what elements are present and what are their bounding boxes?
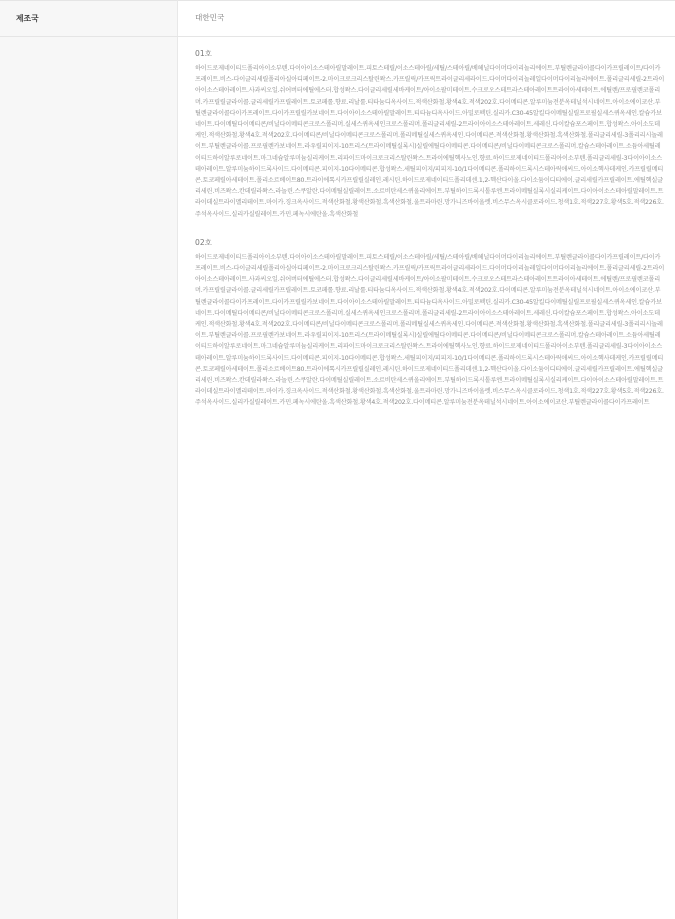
manufacturing-country-value: 대한민국 <box>195 1 665 23</box>
manufacturing-country-label: 제조국 <box>1 2 176 24</box>
value-cell <box>178 1 675 37</box>
ingredients-row <box>0 37 675 919</box>
ingredients-value-cell <box>178 37 675 919</box>
label-cell <box>0 1 178 37</box>
manufacturing-country-row <box>0 1 675 37</box>
shade-title: 01호 <box>195 49 665 59</box>
ingredients-label-cell <box>0 37 178 919</box>
ingredient-list-text: 하이드로제네이티드폴리아이소부텐.다이아이소스테아릴말레이트.피토스테릴/이소스테아릴/세틸/스테아릴/베헤닐다이머다이리놀리에이트.부틸렌글라이콜다이카프릴레이트/다이카프레이트.비스-다이글리세릴폴리아실아디페이트-2.마이크로크리스탈린왁스.카프릴릭/카프릭트라이글리세라이드.다이머다이리놀레일다이머다이리놀리에이트.폴리글리세릴-2트라이아이소스테아레이트.사과씨오일.쉬어버터에틸에스터.합성왁스.다이글리세릴세바케이트/아이소팔미테이트.수크로오스테트라스테아레이트트라이아세테이트.에틸렌/프로필렌코폴리머.카프릴릴글라이콜.글리세릴카프릴레이트.토코페롤.향료.리날룰.티타늄디옥사이드.적색산화철.황색4호.적색202호.다이메티콘.알루미늄전분옥테닐석시네이트.아이소에이코산.부틸렌글라이콜다이카프레이트.다이카프릴릴카보네이트.다이아이소스테아릴말레이트.티타늄디옥사이드.아밀로펙틴.실리카.C30-45알킬다이메틸실릴프로필실세스퀴옥세인.칼슘카보네이트.다이메틸다이메티콘/비닐다이메티콘크로스폴리머.실세스퀴옥세인크로스폴리머.폴리글리세릴-2트라이아이소스테아레이트.세레신.다이칼슘포스페이트.합성왁스.아이소도데케인.적색산화철.황색4호.적색202호.다이메티콘/비닐다이메티콘크로스폴리머.폴리메틸실세스퀴옥세인.다이메티콘.적색산화철.황색산화철.흑색산화철.폴리글리세릴-3폴리리시놀레이트.부틸렌글라이콜.프로필렌카보네이트.라우릴피이지-10트리스(트라이메틸실록시)실릴에틸다이메티콘.다이메티콘/비닐다이메티콘크로스폴리머.칼슘스테아레이트.소듐아세틸레이티드하이알루로네이트.마그네슘알루미늄실리케이트.리파이드마이크로크리스탈린왁스.트라이에틸헥사노인.향료.하이드로제네이티드폴리아이소부텐.폴리글리세릴-3다이아이소스테아레이트.알루미늄하이드록사이드.다이메티콘.피이지-10다이메티콘.합성왁스.세틸피이지/피피지-10/1다이메티콘.폴리하이드록시스테아릭애씨드.아이소헥사데케인.카프릴릴메티콘.토코페릴아세테이트.폴리소르베이트80.트라이에톡시카프릴릴실레인.레시틴.하이드로제네이티드폴리데센.1,2-헥산다이올.다이소듐이디티에이.글리세릴카프릴레이트.에틸헥실글리세린.비즈왁스.칸데릴라왁스.라놀린.스쿠알란.다이메틸실릴레이트.소르비탄세스퀴올리에이트.부틸하이드록시톨루엔.트라이메틸실록시실리케이트.다이아이소스테아릴말레이트.트라이데실트라이멜리테이트.마이카.징크옥사이드.적색산화철.황색산화철.흑색산화철.울트라마린.망가니즈바이올렛.비스무스옥시클로라이드.청색1호.적색227호.황색5호.적색226호.주석옥사이드.실리카실릴레이트.카민.페녹시에탄올.흑색산화철 <box>195 63 665 220</box>
ingredient-section-01 <box>195 37 665 220</box>
shade-title: 02호 <box>195 238 665 248</box>
ingredient-section-02 <box>195 220 665 409</box>
ingredient-list-text: 하이드로제네이티드폴리아이소부텐.다이아이소스테아릴말레이트.피토스테릴/이소스테아릴/세틸/스테아릴/베헤닐다이머다이리놀리에이트.부틸렌글라이콜다이카프릴레이트/다이카프레이트.비스-다이글리세릴폴리아실아디페이트-2.마이크로크리스탈린왁스.카프릴릭/카프릭트라이글리세라이드.다이머다이리놀레일다이머다이리놀리에이트.폴리글리세릴-2트라이아이소스테아레이트.사과씨오일.쉬어버터에틸에스터.합성왁스.다이글리세릴세바케이트/아이소팔미테이트.수크로오스테트라스테아레이트트라이아세테이트.에틸렌/프로필렌코폴리머.카프릴릴글라이콜.글리세릴카프릴레이트.토코페롤.향료.리날룰.티타늄디옥사이드.적색산화철.황색4호.적색202호.다이메티콘.알루미늄전분옥테닐석시네이트.아이소에이코산.부틸렌글라이콜다이카프레이트.다이카프릴릴카보네이트.다이아이소스테아릴말레이트.티타늄디옥사이드.아밀로펙틴.실리카.C30-45알킬다이메틸실릴프로필실세스퀴옥세인.칼슘카보네이트.다이메틸다이메티콘/비닐다이메티콘크로스폴리머.실세스퀴옥세인크로스폴리머.폴리글리세릴-2트라이아이소스테아레이트.세레신.다이칼슘포스페이트.합성왁스.아이소도데케인.적색산화철.황색4호.적색202호.다이메티콘/비닐다이메티콘크로스폴리머.폴리메틸실세스퀴옥세인.다이메티콘.적색산화철.황색산화철.흑색산화철.폴리글리세릴-3폴리리시놀레이트.부틸렌글라이콜.프로필렌카보네이트.라우릴피이지-10트리스(트라이메틸실록시)실릴에틸다이메티콘.다이메티콘/비닐다이메티콘크로스폴리머.칼슘스테아레이트.소듐아세틸레이티드하이알루로네이트.마그네슘알루미늄실리케이트.리파이드마이크로크리스탈린왁스.트라이에틸헥사노인.향료.하이드로제네이티드폴리아이소부텐.폴리글리세릴-3다이아이소스테아레이트.알루미늄하이드록사이드.다이메티콘.피이지-10다이메티콘.합성왁스.세틸피이지/피피지-10/1다이메티콘.폴리하이드록시스테아릭애씨드.아이소헥사데케인.카프릴릴메티콘.토코페릴아세테이트.폴리소르베이트80.트라이에톡시카프릴릴실레인.레시틴.하이드로제네이티드폴리데센.1,2-헥산다이올.다이소듐이디티에이.글리세릴카프릴레이트.에틸헥실글리세린.비즈왁스.칸데릴라왁스.라놀린.스쿠알란.다이메틸실릴레이트.소르비탄세스퀴올리에이트.부틸하이드록시톨루엔.트라이메틸실록시실리케이트.다이아이소스테아릴말레이트.트라이데실트라이멜리테이트.마이카.징크옥사이드.적색산화철.황색산화철.흑색산화철.울트라마린.망가니즈바이올렛.비스무스옥시클로라이드.청색1호.적색227호.황색5호.적색226호.주석옥사이드.실리카실릴레이트.카민.페녹시에탄올.흑색산화철.황색4호.적색202호.다이메티콘.알루미늄전분옥테닐석시네이트.아이소에이코산.부틸렌글라이콜다이카프레이트 <box>195 252 665 409</box>
